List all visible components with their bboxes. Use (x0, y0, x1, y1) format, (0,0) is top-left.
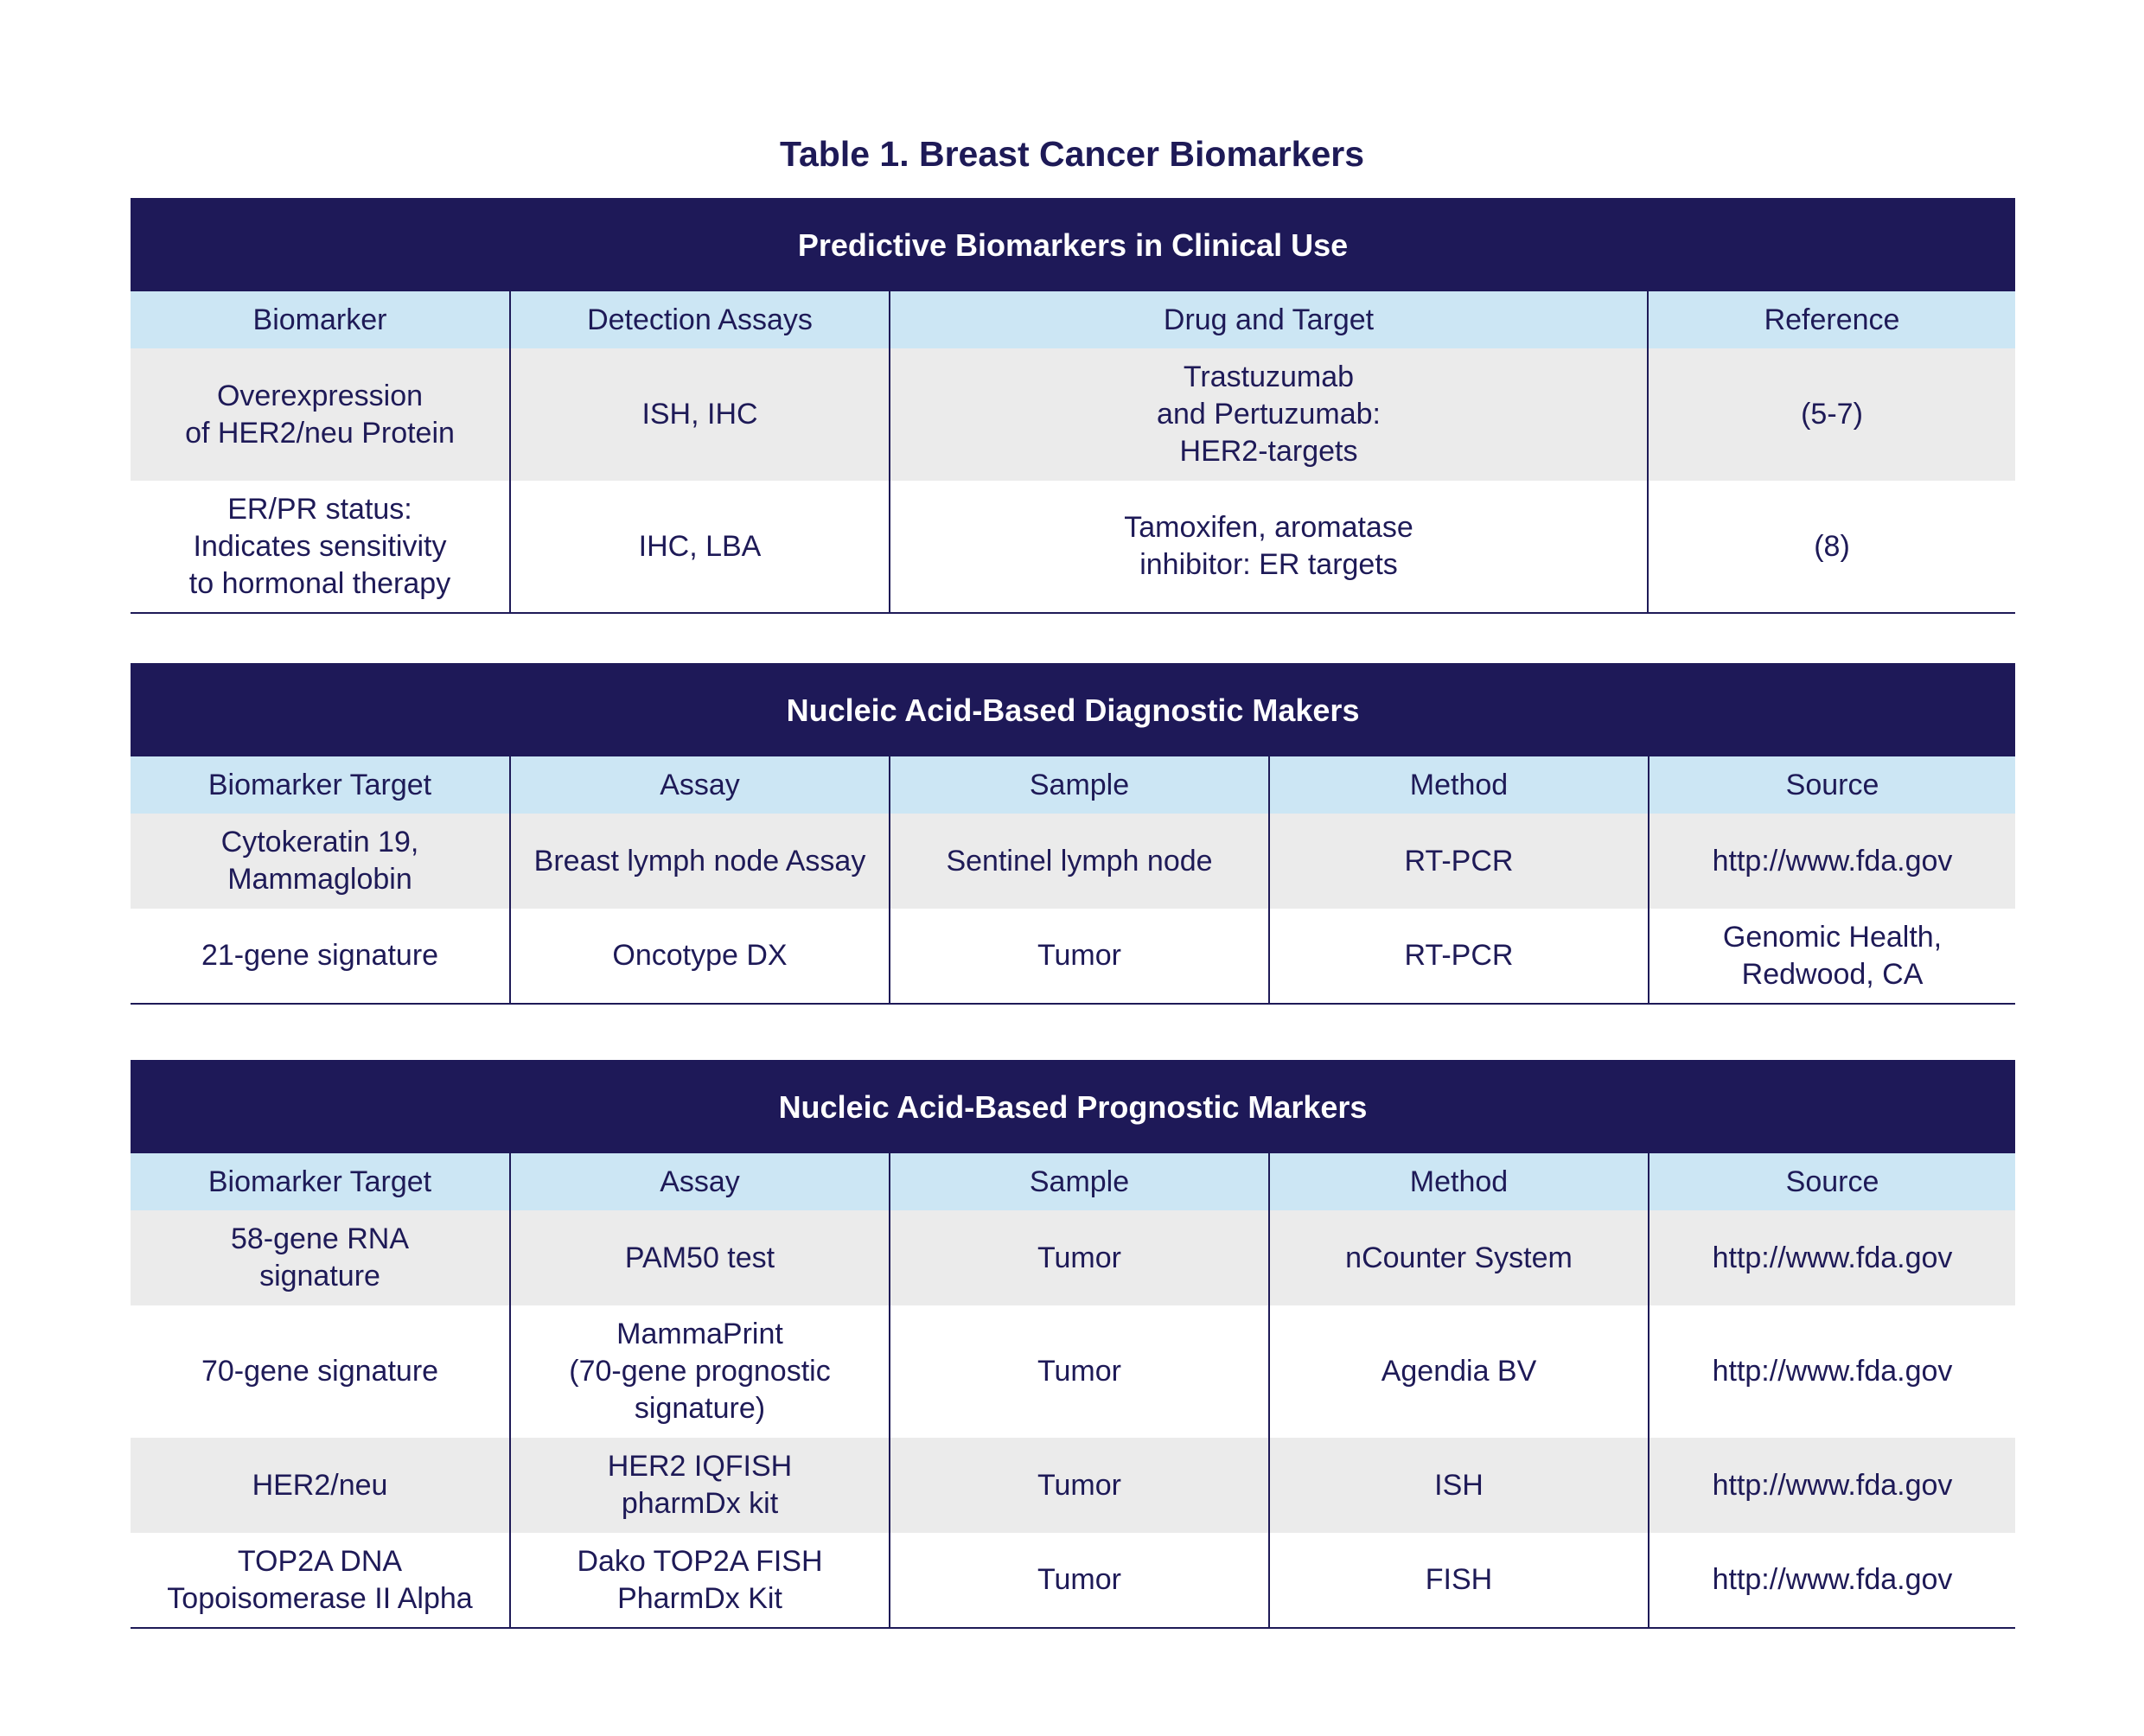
table-cell: RT-PCR (1269, 814, 1649, 909)
table-cell: Genomic Health, Redwood, CA (1649, 909, 2015, 1004)
column-header: Biomarker Target (131, 756, 510, 814)
table-cell: Tumor (890, 1438, 1269, 1533)
column-header: Source (1649, 756, 2015, 814)
column-header: Detection Assays (510, 291, 890, 348)
table-cell: Dako TOP2A FISH PharmDx Kit (510, 1533, 890, 1628)
table-title-row (131, 1060, 2015, 1153)
table-row (131, 1210, 2015, 1305)
table-title: Nucleic Acid-Based Diagnostic Makers (131, 663, 2015, 756)
table-cell: FISH (1269, 1533, 1649, 1628)
table-row (131, 481, 2015, 613)
table-title: Nucleic Acid-Based Prognostic Markers (131, 1060, 2015, 1153)
table-cell: Tumor (890, 1305, 1269, 1438)
table-cell: Tumor (890, 1210, 1269, 1305)
table-cell: nCounter System (1269, 1210, 1649, 1305)
column-header: Source (1649, 1153, 2015, 1210)
predictive-biomarkers-table (131, 198, 2015, 614)
table-cell: ISH (1269, 1438, 1649, 1533)
table-title-row (131, 198, 2015, 291)
table-cell: Sentinel lymph node (890, 814, 1269, 909)
table-cell: Overexpression of HER2/neu Protein (131, 348, 510, 481)
column-header: Sample (890, 1153, 1269, 1210)
table-cell: http://www.fda.gov (1649, 814, 2015, 909)
table-cell: IHC, LBA (510, 481, 890, 613)
table-row (131, 1305, 2015, 1438)
column-header: Biomarker Target (131, 1153, 510, 1210)
table-row (131, 909, 2015, 1004)
table-cell: 70-gene signature (131, 1305, 510, 1438)
table-cell: Breast lymph node Assay (510, 814, 890, 909)
table-cell: Oncotype DX (510, 909, 890, 1004)
column-header: Assay (510, 1153, 890, 1210)
column-header-row (131, 291, 2015, 348)
table-cell: ER/PR status: Indicates sensitivity to hormonal therapy (131, 481, 510, 613)
table-cell: http://www.fda.gov (1649, 1533, 2015, 1628)
table-cell: http://www.fda.gov (1649, 1210, 2015, 1305)
table-row (131, 348, 2015, 481)
table-cell: Tamoxifen, aromatase inhibitor: ER targets (890, 481, 1648, 613)
column-header: Reference (1648, 291, 2015, 348)
table-title: Predictive Biomarkers in Clinical Use (131, 198, 2015, 291)
table-row (131, 1533, 2015, 1628)
prognostic-markers-table (131, 1060, 2015, 1629)
table-cell: (8) (1648, 481, 2015, 613)
column-header: Sample (890, 756, 1269, 814)
column-header: Assay (510, 756, 890, 814)
column-header: Method (1269, 1153, 1649, 1210)
column-header: Method (1269, 756, 1649, 814)
column-header: Biomarker (131, 291, 510, 348)
table-cell: Cytokeratin 19, Mammaglobin (131, 814, 510, 909)
table-cell: Trastuzumab and Pertuzumab: HER2-targets (890, 348, 1648, 481)
table-title-row (131, 663, 2015, 756)
column-header-row (131, 1153, 2015, 1210)
table-cell: MammaPrint (70-gene prognostic signature) (510, 1305, 890, 1438)
table-cell: Tumor (890, 909, 1269, 1004)
table-cell: PAM50 test (510, 1210, 890, 1305)
table-cell: Agendia BV (1269, 1305, 1649, 1438)
table-row (131, 1438, 2015, 1533)
table-cell: (5-7) (1648, 348, 2015, 481)
column-header-row (131, 756, 2015, 814)
table-row (131, 814, 2015, 909)
table-cell: http://www.fda.gov (1649, 1305, 2015, 1438)
column-header: Drug and Target (890, 291, 1648, 348)
table-cell: RT-PCR (1269, 909, 1649, 1004)
diagnostic-markers-table (131, 663, 2015, 1005)
table-cell: 21-gene signature (131, 909, 510, 1004)
table-cell: HER2 IQFISH pharmDx kit (510, 1438, 890, 1533)
table-cell: 58-gene RNA signature (131, 1210, 510, 1305)
table-cell: HER2/neu (131, 1438, 510, 1533)
page-title: Table 1. Breast Cancer Biomarkers (779, 134, 1365, 174)
table-cell: TOP2A DNA Topoisomerase II Alpha (131, 1533, 510, 1628)
table-cell: ISH, IHC (510, 348, 890, 481)
table-cell: Tumor (890, 1533, 1269, 1628)
table-cell: http://www.fda.gov (1649, 1438, 2015, 1533)
